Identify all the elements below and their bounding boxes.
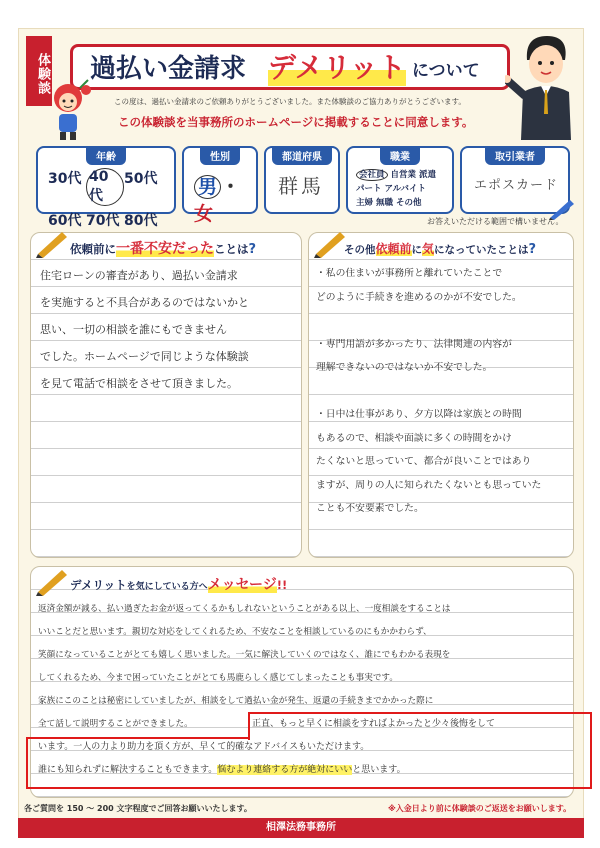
sex-separator: ・	[221, 176, 241, 198]
q1-pencil-icon	[34, 228, 70, 258]
page-title-tail: について	[412, 61, 480, 81]
prefecture-box	[264, 146, 340, 214]
consent-text: この体験談を当事務所のホームページに掲載することに同意します。	[118, 115, 474, 129]
job-option-arbeit[interactable]: アルバイト	[384, 184, 427, 194]
answer-line: ことも不安要素でした。	[316, 503, 424, 514]
cherry-mascot-icon	[42, 78, 94, 142]
job-option-homemaker[interactable]: 主婦	[356, 198, 374, 208]
answer-line: 理解できないのではないか不安でした。	[316, 362, 493, 373]
q3-heading	[70, 574, 287, 594]
answer-line: もあるので、相談や面談に多くの時間をかけ	[316, 432, 512, 444]
range-note: お答えいただける範囲で構いません。	[427, 217, 564, 226]
businessman-mascot-icon	[505, 30, 585, 140]
question-mark-icon: ?	[248, 242, 257, 257]
answer-line	[316, 380, 572, 404]
answer-line: ますが、周りの人に知られたくないとも思っていた	[316, 479, 542, 491]
answer-line: ・日中は仕事があり、夕方以降は家族との時間	[316, 409, 522, 420]
sex-option-male-selected[interactable]: 男	[194, 175, 221, 199]
q3-boxed-line3-post: と思います。	[352, 765, 406, 775]
age-box	[36, 146, 176, 229]
q3-pencil-icon	[34, 566, 70, 596]
job-box	[346, 146, 454, 214]
q2-heading-post: になっていたことは	[434, 244, 529, 256]
answer-line: 笑顔になっていることがとても嬉しく思いました。一気に解決していくのではなく、誰にでもわかる表現を	[38, 650, 451, 660]
deadline-note: ※入金日より前に体験談のご返送をお願いします。	[388, 804, 572, 813]
age-option-30[interactable]: 30代	[48, 171, 82, 187]
answer-line: 住宅ローンの審査があり、過払い金請求	[40, 269, 238, 282]
answer-line: 全て話して説明することができました。	[38, 719, 193, 729]
office-name: 相澤法務事務所	[18, 818, 584, 838]
answer-line: 思い、一切の相談を誰にもできません	[40, 323, 227, 336]
answer-line: ・私の住まいが事務所と離れていたことで	[316, 268, 503, 279]
answer-line: ・専門用語が多かったり、法律関連の内容が	[316, 338, 512, 350]
length-note: 各ご質問を 150 〜 200 文字程度でご回答お願いいたします。	[24, 804, 252, 813]
answer-line: してくれるため、今まで困っていたことがとても馬鹿らしく感じてしまったことも事実です。	[38, 673, 398, 683]
q3-marked-phrase: 悩むより連絡する方が絶対にいい	[217, 765, 353, 775]
job-option-dispatch[interactable]: 派遣	[418, 170, 436, 180]
job-options	[356, 168, 436, 210]
side-badge: 体験談	[26, 36, 52, 106]
age-options	[48, 168, 162, 230]
prefecture-label: 都道府県	[272, 146, 332, 165]
q3-heading-post: !!	[276, 578, 288, 592]
q1-answer[interactable]	[40, 262, 296, 397]
sex-option-female[interactable]: 女	[194, 203, 214, 225]
job-option-office-worker-selected[interactable]: 会社員	[356, 169, 388, 181]
age-option-40-selected[interactable]: 40代	[86, 168, 124, 206]
sex-box	[182, 146, 258, 225]
age-option-60[interactable]: 60代	[48, 213, 82, 229]
emphasis-box-step	[26, 737, 250, 739]
q2-heading-accent2: 気	[422, 242, 435, 256]
creditor-label: 取引業者	[485, 146, 545, 165]
question-mark-icon: ?	[528, 242, 537, 257]
q3-boxed-line1: 正直、もっと早くに相談をすればよかったと少々後悔をして	[252, 719, 496, 729]
answer-line: 家族にこのことは秘密にしていましたが、相談をして過払い金が発生、返還の手続きまでかかった際に	[38, 696, 434, 706]
answer-line: どのように手続きを進めるのかが不安でした。	[316, 291, 522, 303]
job-option-self-employed[interactable]: 自営業	[390, 170, 416, 180]
job-option-other[interactable]: その他	[395, 198, 422, 208]
age-label: 年齢	[86, 146, 126, 165]
q2-heading	[344, 240, 536, 257]
age-option-50[interactable]: 50代	[124, 171, 158, 187]
job-label: 職業	[380, 146, 420, 165]
q1-heading-pre: 依頼前に	[70, 242, 116, 256]
page-title-accent: デメリット	[268, 46, 406, 86]
q2-heading-pre: その他	[344, 244, 376, 256]
sex-label: 性別	[200, 146, 240, 165]
q1-heading-post: ことは	[214, 242, 249, 256]
q3-heading-mid: を気にしている方へ	[126, 582, 208, 592]
q2-heading-mid: に	[411, 244, 423, 256]
job-option-part-time[interactable]: パート	[356, 184, 382, 194]
answer-line: たくないと思っていて、都合が良いことではあり	[316, 456, 532, 467]
q3-boxed-line3-pre: 誰にも知られずに解決することもできます。	[38, 765, 218, 775]
sex-options	[194, 172, 256, 226]
answer-line: を実施すると不具合があるのではないかと	[40, 296, 249, 309]
thanks-text: この度は、過払い金請求のご依頼ありがとうございました。また体験談のご協力ありがとうございます。	[114, 97, 466, 106]
job-option-unemployed[interactable]: 無職	[375, 198, 393, 208]
emphasis-box-bottom	[26, 737, 592, 789]
prefecture-value[interactable]: 群馬	[278, 174, 324, 198]
age-option-70[interactable]: 70代	[86, 213, 120, 229]
q2-pencil-icon	[312, 228, 348, 258]
answer-line: いいことだと思います。親切な対応をしてくれるため、不安なことを相談しているのにもかかわらず、	[38, 627, 432, 637]
q1-heading	[70, 238, 256, 258]
answer-line: でした。ホームページで同じような体験談	[40, 350, 249, 363]
q1-heading-accent: 一番不安だった	[116, 241, 214, 257]
q3-heading-accent: メッセージ	[207, 577, 277, 593]
answer-line: 返済金額が減る、払い過ぎたお金が返ってくるかもしれないということがある以上、一度相談をすることは	[38, 604, 451, 614]
q2-answer[interactable]	[316, 262, 572, 521]
q2-heading-accent: 依頼前	[375, 242, 412, 256]
q3-heading-pre: デメリット	[70, 578, 127, 592]
age-option-80[interactable]: 80代	[124, 213, 158, 229]
answer-line	[316, 309, 572, 333]
creditor-value[interactable]: エポスカード	[474, 178, 559, 193]
emphasis-box-top	[248, 712, 592, 740]
page-title: 過払い金請求	[90, 54, 247, 84]
q3-boxed-line2: います。一人の力より助力を頂く方が、早くて的確なアドバイスもいただけます。	[38, 742, 370, 752]
answer-line: を見て電話で相談をさせて頂きました。	[40, 377, 238, 390]
